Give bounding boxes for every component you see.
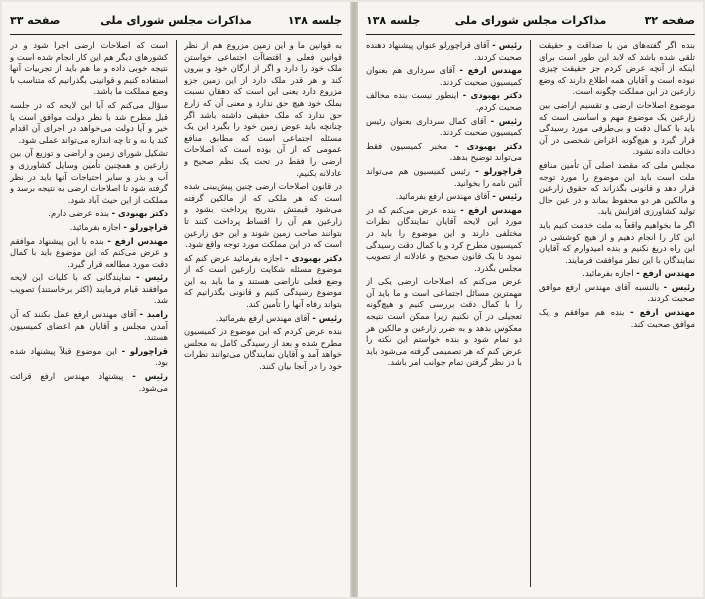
transcript-paragraph xyxy=(10,148,168,206)
book-spread xyxy=(2,2,703,597)
left-header-session: جلسه ۱۳۸ xyxy=(287,14,342,27)
speaker-name: دکتر بهبودی - xyxy=(285,252,342,263)
transcript-paragraph xyxy=(366,65,522,88)
paragraph-text: پیشنهاد مهندس ارفع قرائت می‌شود. xyxy=(10,371,168,393)
speaker-name: مهندس ارفع - xyxy=(459,65,522,76)
left-page-column-left xyxy=(10,40,168,591)
transcript-paragraph xyxy=(10,40,168,98)
paragraph-text: اگر ما بخواهیم واقعاً به ملت خدمت کنیم باید این کار را انجام دهیم و از هیچ کوششی در این راه دریغ نکنیم و بنده امیدوارم که آقایان نمایندگان با این نظر موافقت فرمایند. xyxy=(539,219,695,265)
transcript-paragraph xyxy=(366,276,522,369)
paragraph-text: رئیس کمیسیون هم می‌تواند آئین نامه را بخوانید. xyxy=(366,165,522,188)
transcript-paragraph xyxy=(366,90,522,113)
paragraph-text: بنده عرض کردم که این موضوع در کمیسیون مطرح شده و بعد از رسیدگی کامل به مجلس خواهد آمد و آقایان نمایندگان می‌توانند نظرات خود را در آنجا بیان کنند. xyxy=(184,326,342,372)
transcript-paragraph xyxy=(539,160,695,218)
paragraph-text: مجلس ملی که مقصد اصلی آن تأمین منافع ملت است باید این موضوع را مورد توجه قرار دهد و قانونی بگذراند که حقوق زارعین و مالکین هر دو محفوظ بماند و در عین حال تولید کشاورزی افزایش یابد. xyxy=(539,159,695,217)
paragraph-text: بنده با این پیشنهاد موافقم و عرض می‌کنم که این موضوع باید با کمال دقت مورد مطالعه قرار گیرد. xyxy=(10,235,168,269)
paragraph-text: اجازه بفرمائید. xyxy=(69,221,121,232)
speaker-name: رئیس - xyxy=(492,191,522,202)
paragraph-text: آقای قراچورلو عنوان پیشنهاد دهنده صحبت کردند. xyxy=(366,40,522,62)
transcript-paragraph xyxy=(10,371,168,394)
transcript-paragraph xyxy=(539,307,695,330)
transcript-paragraph xyxy=(184,313,342,325)
speaker-name: مهندس ارفع - xyxy=(460,204,522,215)
speaker-name: رئیس - xyxy=(132,371,168,382)
speaker-name: دکتر بهبودی - xyxy=(111,208,168,219)
paragraph-text: آقای سرداری هم بعنوان کمیسیون صحبت کردند. xyxy=(366,65,522,87)
transcript-paragraph xyxy=(10,208,168,220)
speaker-name: رئیس - xyxy=(312,312,342,323)
transcript-paragraph xyxy=(10,100,168,146)
speaker-name: رئیس - xyxy=(490,115,522,126)
paragraph-text: تشکیل شورای زمین و اراضی و توزیع آن بین زارعین و همچنین تأمین وسایل کشاورزی و آب و بذر و سایر احتیاجات آنها باید در نظر گرفته شود تا اصلاحات ارضی به نتیجه برسد و مملکت از این حیث آباد شود. xyxy=(10,148,168,205)
transcript-paragraph xyxy=(10,272,168,307)
transcript-paragraph xyxy=(10,309,168,344)
paragraph-text: اجازه بفرمائید. xyxy=(582,268,634,279)
transcript-paragraph xyxy=(184,40,342,179)
transcript-paragraph xyxy=(366,141,522,164)
right-header-session: جلسه ۱۳۸ xyxy=(366,14,421,27)
paragraph-text: اینطور نیست بنده مخالف صحبت کردم. xyxy=(366,90,522,112)
transcript-paragraph xyxy=(366,191,522,203)
transcript-paragraph xyxy=(184,181,342,251)
transcript-paragraph xyxy=(539,40,695,98)
paragraph-text: به قوانین ما و این زمین مزروع هم از نظر قوانین فعلی و اقتضاآت اجتماعی خواستن ملک خود را دارد و اگر از ارگان خود و بیرون کند و هر قدر ملک دارد از این زمین جزو مزروع دارد یعنی این است که دهقان نسبت بملک خود هیچ حق ندارد و معنی آن که زارع حق ندارد که ملک حقیقی داشته باشد اگر چنانچه باید عوض زمین خود را بگیرد این یک مسئله اجتماعی است که مطابق منافع عمومی که از آن بوده است که اصلاحات ارضی را فقط در تحت یک نظم صحیح و عادلانه بکنیم. xyxy=(184,40,342,178)
speaker-name: رامبد - xyxy=(139,309,168,320)
paragraph-text: بنده عرضی دارم. xyxy=(48,208,109,219)
paragraph-text: بنده اگر گفته‌های من با صداقت و حقیقت تلقی شده باشد که لابد این طور است برای اینکه از آنچه عرض کردم جز حقیقت چیزی نبوده است و آقایان همه اطلاع دارند که وضع زارعین در این مملکت چگونه است. xyxy=(539,40,695,97)
paragraph-text: مخبر کمیسیون فقط می‌تواند توضیح بدهد. xyxy=(366,140,522,163)
paragraph-text: است که اصلاحات ارضی اجرا شود و در کشورهای دیگر هم این کار انجام شده است و نتیجه خوبی داده و ما هم باید از تجربیات آنها استفاده کنیم و قوانینی بگذرانیم که متناسب با وضع مملکت ما باشد. xyxy=(10,40,168,97)
transcript-paragraph xyxy=(184,253,342,311)
speaker-name: قراچورلو - xyxy=(121,345,168,356)
paragraph-text: بالنسبه آقای مهندس ارفع موافق صحبت کردند. xyxy=(539,281,695,304)
speaker-name: رئیس - xyxy=(492,40,522,50)
left-header-page-number: صفحه ۳۳ xyxy=(10,14,61,27)
right-page xyxy=(358,2,703,597)
transcript-paragraph xyxy=(184,326,342,372)
right-header-page-number: صفحه ۳۲ xyxy=(644,14,695,27)
paragraph-text: این موضوع قبلاً پیشنهاد شده بود. xyxy=(10,345,168,368)
right-header-title: مذاکرات مجلس شورای ملی xyxy=(454,14,607,27)
transcript-paragraph xyxy=(366,116,522,139)
speaker-name: مهندس ارفع - xyxy=(636,268,695,279)
transcript-paragraph xyxy=(10,222,168,234)
speaker-name: دکتر بهبودی - xyxy=(454,140,522,151)
paragraph-text: سؤال می‌کنم که آیا این لایحه که در جلسه قبل مطرح شد با نظر دولت موافق است یا خیر و آیا دولت می‌خواهد در اجرای آن اقدام کند یا نه و تا چه اندازه می‌تواند عملی شود. xyxy=(10,99,168,145)
left-header-title: مذاکرات مجلس شورای ملی xyxy=(100,14,252,27)
paragraph-text: بنده هم موافقم و یک موافق صحبت کند. xyxy=(539,307,695,329)
transcript-paragraph xyxy=(10,236,168,271)
transcript-paragraph xyxy=(366,40,522,63)
transcript-paragraph xyxy=(539,100,695,158)
right-page-header xyxy=(366,10,695,35)
speaker-name: رئیس - xyxy=(136,272,168,283)
paragraph-text: عرض می‌کنم که اصلاحات ارضی یکی از مهمترین مسائل اجتماعی است و ما باید آن را با کمال دقت بررسی کنیم و هیچ‌گونه تعجیلی در آن نکنیم زیرا ممکن است نتیجه معکوس بدهد و به ضرر زارعین و مالکین هر دو تمام شود و بنده خواستم این نکته را عرض کنم که هر تصمیمی گرفته می‌شود باید با در نظر گرفتن تمام جوانب امر باشد. xyxy=(366,276,522,368)
left-page-header xyxy=(10,10,342,35)
left-page-column-right xyxy=(184,40,342,591)
speaker-name: مهندس ارفع - xyxy=(630,307,695,318)
paragraph-text: بنده عرض می‌کنم که در مورد این لایحه آقایان نمایندگان نظرات مختلفی دارند و این موضوع را باید در کمیسیون مطرح کرد و با کمال دقت رسیدگی نمود تا یک قانون صحیح و عادلانه از تصویب مجلس بگذرد. xyxy=(366,204,522,273)
paragraph-text: نمایندگانی که با کلیات این لایحه موافقند قیام فرمایند (اکثر برخاستند) تصویب شد. xyxy=(10,272,168,306)
column-divider xyxy=(176,40,177,587)
paragraph-text: آقای مهندس ارفع عمل بکنند که آن آمدن مجلس و آقایان هم اعضای کمیسیون هستند. xyxy=(10,309,168,343)
transcript-paragraph xyxy=(539,268,695,280)
transcript-paragraph xyxy=(366,166,522,189)
transcript-paragraph xyxy=(539,220,695,266)
speaker-name: قراچورلو - xyxy=(475,165,522,176)
paragraph-text: آقای مهندس ارفع بفرمائید. xyxy=(395,191,490,202)
column-divider xyxy=(530,40,531,587)
right-page-column-left xyxy=(366,40,522,591)
paragraph-text: اجازه بفرمائید عرض کنم که موضوع مسئله شکایت زارعین است که از وضع فعلی ناراضی هستند و ما باید به این موضوع رسیدگی کنیم و قانونی بگذرانیم که بتواند رفاه آنها را تأمین کند. xyxy=(184,252,342,310)
transcript-paragraph xyxy=(10,346,168,369)
book-gutter xyxy=(350,2,358,597)
left-page xyxy=(2,2,350,597)
speaker-name: رئیس - xyxy=(663,281,695,292)
paragraph-text: آقای کمال سرداری بعنوان رئیس کمیسیون صحبت کردند. xyxy=(366,115,522,138)
paragraph-text: آقای مهندس ارفع بفرمائید. xyxy=(215,312,310,323)
speaker-name: مهندس ارفع - xyxy=(107,235,168,246)
speaker-name: دکتر بهبودی - xyxy=(462,90,522,101)
transcript-paragraph xyxy=(366,205,522,275)
transcript-paragraph xyxy=(539,282,695,305)
paragraph-text: در قانون اصلاحات ارضی چنین پیش‌بینی شده است که هر ملکی که از مالکین گرفته می‌شود قیمتش بتدریج پرداخت بشود و زارعین هم آن را اقساط پرداخت کنند تا بتوانند صاحب زمین شوند و این حق زارعین است که در این مملکت مورد توجه واقع شود. xyxy=(184,181,342,250)
paragraph-text: موضوع اصلاحات ارضی و تقسیم اراضی بین زارعین یک موضوع مهم و اساسی است که باید با کمال دقت و بی‌طرفی مورد رسیدگی قرار گیرد و هیچ‌گونه اغراض شخصی در آن دخالت داده نشود. xyxy=(539,99,695,157)
right-page-column-right xyxy=(539,40,695,591)
speaker-name: قراچورلو - xyxy=(123,221,168,232)
